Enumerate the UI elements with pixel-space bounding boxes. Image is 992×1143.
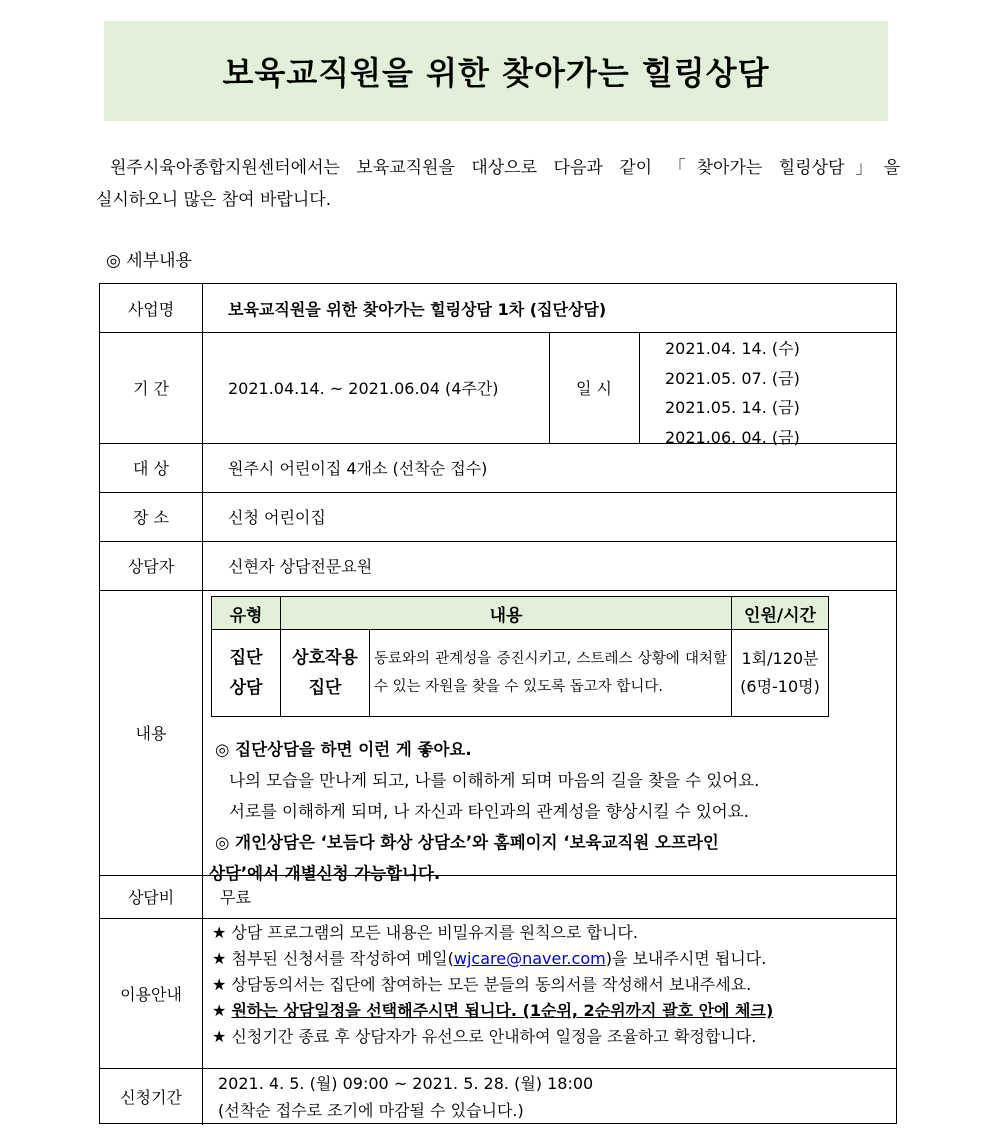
target-label: 대 상: [133, 459, 169, 478]
benefits-block: [209, 734, 760, 889]
guide-item: [212, 946, 773, 972]
target-value: 원주시 어린이집 4개소 (선착순 접수): [228, 459, 488, 478]
program-label: 사업명: [127, 299, 175, 319]
guide-list: [212, 920, 773, 1050]
guide-item-emphasis: 원하는 상담일정을 선택해주시면 됩니다. (1순위, 2순위까지 괄호 안에 체크): [231, 1001, 774, 1020]
schedule-dates: [665, 334, 800, 452]
intro-paragraph: [96, 152, 900, 216]
counselor-label: 상담자: [127, 557, 175, 576]
apply-period: [218, 1070, 593, 1124]
program-content-table: [211, 596, 829, 717]
guide-item: ★ 상담 프로그램의 모든 내용은 비밀유지를 원칙으로 합니다.: [212, 923, 638, 942]
intro-line-2: 실시하오니 많은 참여 바랍니다.: [96, 190, 332, 210]
individual-counseling-line-1: ◎ 개인상담은 ‘보듬다 화상 상담소’와 홈페이지 ‘보육교직원 오프라인: [215, 833, 719, 852]
guide-label: 이용안내: [120, 984, 182, 1004]
header-type: 유형: [212, 597, 281, 630]
guide-item: ★ 신청기간 종료 후 상담자가 유선으로 안내하여 일정을 조율하고 확정합니다.: [212, 1027, 757, 1046]
apply-label: 신청기간: [120, 1088, 182, 1107]
schedule-label: 일 시: [576, 379, 612, 398]
schedule-date: 2021.04. 14. (수): [665, 339, 800, 358]
benefit-line-1: 나의 모습을 만나게 되고, 나를 이해하게 되며 마음의 길을 찾을 수 있어요.: [229, 771, 760, 790]
type-cell: 집단 상담: [212, 630, 281, 717]
page-title: 보육교직원을 위한 찾아가는 힐링상담: [222, 54, 770, 92]
capacity-people: (6명-10명): [740, 677, 820, 696]
section-heading: ◎ 세부내용: [106, 251, 192, 271]
email-link[interactable]: wjcare@naver.com: [453, 949, 606, 968]
guide-item: ★ 상담동의서는 집단에 참여하는 모든 분들의 동의서를 작성해서 보내주세요.: [212, 975, 752, 994]
fee-label: 상담비: [127, 888, 175, 907]
schedule-date: 2021.05. 14. (금): [665, 398, 800, 417]
header-capacity: 인원/시간: [732, 597, 829, 630]
benefits-heading: ◎ 집단상담을 하면 이런 게 좋아요.: [215, 740, 472, 759]
details-table: [99, 283, 897, 1124]
guide-item: [212, 998, 773, 1024]
description-cell: 동료와의 관계성을 증진시키고, 스트레스 상황에 대처할 수 있는 자원을 찾을 수 있도록 돕고자 합니다.: [370, 630, 732, 717]
apply-dates: 2021. 4. 5. (월) 09:00 ~ 2021. 5. 28. (월) 18:00: [218, 1074, 594, 1093]
subtype-cell: 상호작용 집단: [281, 630, 370, 717]
place-label: 장 소: [133, 508, 169, 527]
program-value: 보육교직원을 위한 찾아가는 힐링상담 1차 (집단상담): [228, 299, 607, 319]
fee-value: 무료: [220, 888, 251, 907]
period-value: 2021.04.14. ~ 2021.06.04 (4주간): [228, 379, 499, 398]
schedule-date: 2021.05. 07. (금): [665, 368, 800, 388]
capacity-cell: [732, 630, 829, 717]
schedule-date: 2021.06. 04. (금): [665, 427, 800, 447]
star-bullet: ★: [212, 1001, 232, 1020]
benefit-line-2: 서로를 이해하게 되며, 나 자신과 타인과의 관계성을 향상시킬 수 있어요.: [229, 802, 749, 821]
title-banner: [104, 21, 888, 121]
apply-note: (선착순 접수로 조기에 마감될 수 있습니다.): [218, 1101, 524, 1120]
intro-line-1: 원주시육아종합지원센터에서는 보육교직원을 대상으로 다음과 같이 「찾아가는 힐링상담」을: [110, 158, 900, 178]
individual-counseling-line-2: 상담’에서 개별신청 가능합니다.: [209, 864, 441, 883]
capacity-time: 1회/120분: [741, 649, 819, 668]
period-label: 기 간: [133, 379, 169, 398]
place-value: 신청 어린이집: [228, 508, 326, 527]
header-content: 내용: [281, 597, 732, 630]
guide-item-text: ★ 첨부된 신청서를 작성하여 메일(: [212, 949, 454, 968]
counselor-value: 신현자 상담전문요원: [228, 557, 373, 576]
content-label: 내용: [135, 724, 167, 743]
guide-item-text: )을 보내주시면 됩니다.: [605, 949, 767, 968]
